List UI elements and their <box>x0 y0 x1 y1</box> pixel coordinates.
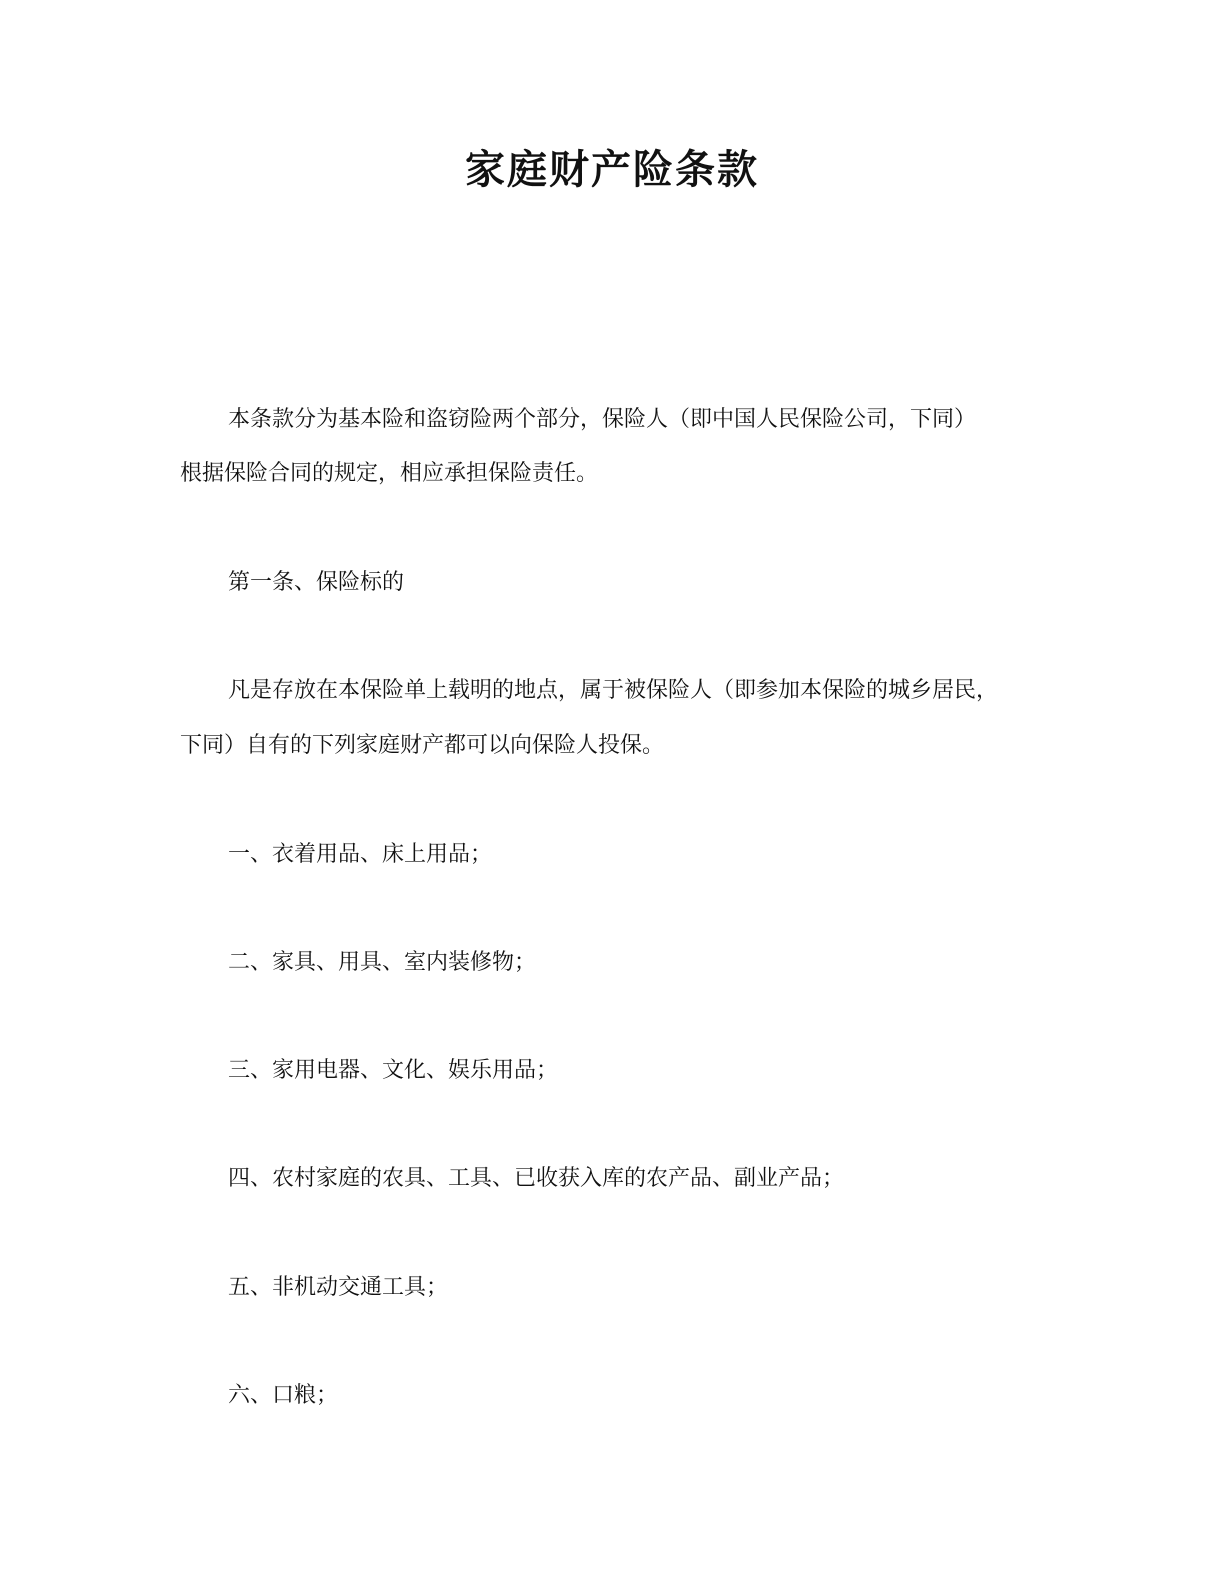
coverage-item-4: 四、农村家庭的农具、工具、已收获入库的农产品、副业产品； <box>228 1166 845 1191</box>
intro-line-2: 根据保险合同的规定，相应承担保险责任。 <box>180 461 599 486</box>
intro-line-1: 本条款分为基本险和盗窃险两个部分，保险人（即中国人民保险公司，下同） <box>228 407 977 432</box>
article-1-body-line-2: 下同）自有的下列家庭财产都可以向保险人投保。 <box>180 733 665 758</box>
coverage-item-2: 二、家具、用具、室内装修物； <box>228 950 537 975</box>
article-1-heading: 第一条、保险标的 <box>228 570 405 595</box>
article-1-body-line-1: 凡是存放在本保险单上载明的地点，属于被保险人（即参加本保险的城乡居民， <box>228 678 999 703</box>
coverage-item-5: 五、非机动交通工具； <box>228 1275 449 1300</box>
coverage-item-3: 三、家用电器、文化、娱乐用品； <box>228 1058 559 1083</box>
coverage-item-1: 一、衣着用品、床上用品； <box>228 842 493 867</box>
coverage-item-6: 六、口粮； <box>228 1383 339 1408</box>
document-title: 家庭财产险条款 <box>465 147 759 193</box>
